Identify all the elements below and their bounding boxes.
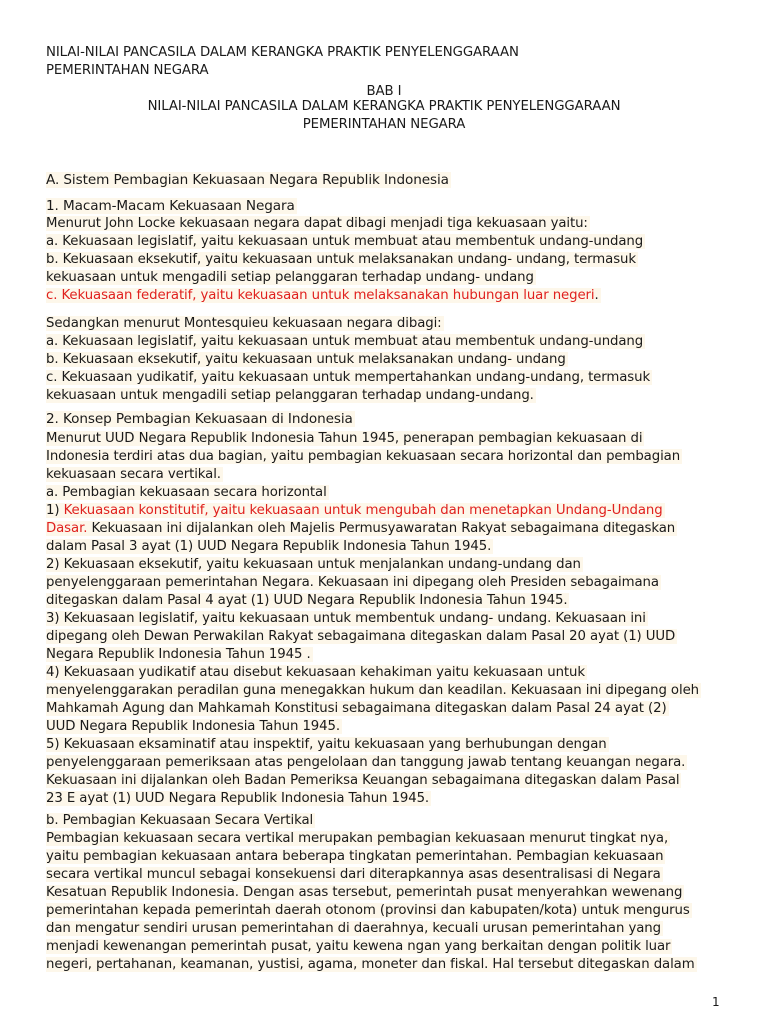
text-line xyxy=(46,736,609,754)
text-line xyxy=(46,866,663,884)
chapter-title-line xyxy=(0,98,768,116)
text-line xyxy=(46,772,681,790)
line-text: ditegaskan dalam Pasal 4 ayat (1) UUD Negara Republik Indonesia Tahun 1945. xyxy=(46,593,568,608)
line-text: yaitu pembagian kekuasaan antara beberapa tingkatan pemerintahan. Pembagian kekuasaan xyxy=(46,849,664,864)
line-text: PEMERINTAHAN NEGARA xyxy=(302,117,466,132)
text-line xyxy=(46,700,669,718)
line-tail: . xyxy=(594,288,599,303)
line-text: b. Kekuasaan eksekutif, yaitu kekuasaan untuk melaksanakan undang- undang, termasuk xyxy=(46,252,636,267)
line-text: 23 E ayat (1) UUD Negara Republik Indonesia Tahun 1945. xyxy=(46,791,430,806)
text-line xyxy=(46,333,645,351)
text-line xyxy=(46,920,663,938)
line-text: pemerintahan kepada pemerintah daerah otonom (provinsi dan kabupaten/kota) untuk mengurus xyxy=(46,903,690,918)
line-text: penyelenggaraan pemerintahan Negara. Kekuasaan ini dipegang oleh Presiden sebagaimana xyxy=(46,575,659,590)
text-line xyxy=(46,502,665,520)
section-heading xyxy=(46,410,355,428)
line-text: Indonesia terdiri atas dua bagian, yaitu pembagian kekuasaan secara horizontal dan pembagian xyxy=(46,449,681,464)
line-text: Kesatuan Republik Indonesia. Dengan asas tersebut, pemerintah pusat menyerahkan wewenang xyxy=(46,885,683,900)
highlighted-text: c. Kekuasaan federatif, yaitu kekuasaan untuk melaksanakan hubungan luar negeri xyxy=(46,288,595,303)
line-text: kekuasaan untuk mengadili setiap pelanggaran terhadap undang- undang xyxy=(46,270,534,285)
line-text: Pembagian kekuasaan secara vertikal merupakan pembagian kekuasaan menurut tingkat nya, xyxy=(46,831,669,846)
text-line xyxy=(46,233,645,251)
line-tail: Kekuasaan ini dijalankan oleh Majelis Permusyawaratan Rakyat sebagaimana ditegaskan xyxy=(87,521,676,536)
text-line xyxy=(46,790,431,808)
line-text: kekuasaan secara vertikal. xyxy=(46,467,221,482)
line-text: negeri, pertahanan, keamanan, yustisi, agama, moneter dan fiskal. Hal tersebut ditegaskan dalam xyxy=(46,957,695,972)
text-line xyxy=(46,664,587,682)
text-line xyxy=(46,574,661,592)
line-text: 4) Kekuasaan yudikatif atau disebut kekuasaan kehakiman yaitu kekuasaan untuk xyxy=(46,665,585,680)
line-text: a. Kekuasaan legislatif, yaitu kekuasaan untuk membuat atau membentuk undang-undang xyxy=(46,334,644,349)
line-text: Kekuasaan ini dijalankan oleh Badan Pemeriksa Keuangan sebagaimana ditegaskan dalam Pasal xyxy=(46,773,680,788)
text-line xyxy=(46,682,701,700)
line-text: 1. Macam-Macam Kekuasaan Negara xyxy=(46,198,295,214)
line-text: Menurut John Locke kekuasaan negara dapat dibagi menjadi tiga kekuasaan yaitu: xyxy=(46,216,588,231)
line-text: Mahkamah Agung dan Mahkamah Konstitusi sebagaimana ditegaskan dalam Pasal 24 ayat (2) xyxy=(46,701,667,716)
text-line xyxy=(46,956,697,974)
line-text: menyelenggarakan peradilan guna menegakkan hukum dan keadilan. Kekuasaan ini dipegang oleh xyxy=(46,683,699,698)
text-line xyxy=(46,592,569,610)
line-text: Negara Republik Indonesia Tahun 1945 . xyxy=(46,647,311,662)
line-text: BAB I xyxy=(366,84,402,99)
text-line xyxy=(46,287,601,305)
line-text: b. Kekuasaan eksekutif, yaitu kekuasaan untuk melaksanakan undang- undang xyxy=(46,352,566,367)
line-text: penyelenggaraan pemeriksaan atas pengelolaan dan tanggung jawab tentang keuangan negara. xyxy=(46,755,686,770)
line-text: UUD Negara Republik Indonesia Tahun 1945. xyxy=(46,719,341,734)
text-line xyxy=(46,387,536,405)
text-line xyxy=(46,315,444,333)
text-line xyxy=(46,351,568,369)
text-line xyxy=(46,902,692,920)
line-text: A. Sistem Pembagian Kekuasaan Negara Republik Indonesia xyxy=(46,172,449,188)
text-line xyxy=(46,520,677,538)
text-line xyxy=(46,610,648,628)
text-line xyxy=(46,812,315,830)
text-line xyxy=(46,269,536,287)
text-line xyxy=(46,884,684,902)
line-text: 1) xyxy=(46,503,64,518)
text-line xyxy=(46,848,665,866)
line-text: NILAI-NILAI PANCASILA DALAM KERANGKA PRAKTIK PENYELENGGARAAN xyxy=(46,45,519,60)
text-line xyxy=(46,215,590,233)
line-text: dalam Pasal 3 ayat (1) UUD Negara Republik Indonesia Tahun 1945. xyxy=(46,539,492,554)
line-text: 2) Kekuasaan eksekutif, yaitu kekuasaan untuk menjalankan undang-undang dan xyxy=(46,557,581,572)
text-line xyxy=(46,484,329,502)
line-text: NILAI-NILAI PANCASILA DALAM KERANGKA PRAKTIK PENYELENGGARAAN xyxy=(147,99,621,114)
document-title-line xyxy=(46,44,519,62)
line-text: 3) Kekuasaan legislatif, yaitu kekuasaan untuk membentuk undang- undang. Kekuasaan ini xyxy=(46,611,646,626)
line-text: 5) Kekuasaan eksaminatif atau inspektif, yaitu kekuasaan yang berhubungan dengan xyxy=(46,737,607,752)
section-heading xyxy=(46,171,451,189)
text-line xyxy=(46,646,313,664)
text-line xyxy=(46,718,342,736)
line-text: menjadi kewenangan pemerintah pusat, yaitu kewena ngan yang berkaitan dengan politik luar xyxy=(46,939,671,954)
line-text: dipegang oleh Dewan Perwakilan Rakyat sebagaimana ditegaskan dalam Pasal 20 ayat (1) UUD xyxy=(46,629,676,644)
line-text: Menurut UUD Negara Republik Indonesia Tahun 1945, penerapan pembagian kekuasaan di xyxy=(46,431,643,446)
line-text: PEMERINTAHAN NEGARA xyxy=(46,63,209,78)
line-text: c. Kekuasaan yudikatif, yaitu kekuasaan untuk mempertahankan undang-undang, termasuk xyxy=(46,370,651,385)
text-line xyxy=(46,448,682,466)
text-line xyxy=(46,538,493,556)
highlighted-text: Dasar. xyxy=(46,521,88,536)
page-number: 1 xyxy=(712,995,720,1009)
text-line xyxy=(46,466,223,484)
line-text: Sedangkan menurut Montesquieu kekuasaan negara dibagi: xyxy=(46,316,442,331)
section-heading xyxy=(46,197,297,215)
line-text: kekuasaan untuk mengadili setiap pelanggaran terhadap undang-undang. xyxy=(46,388,534,403)
line-text: secara vertikal muncul sebagai konsekuensi dari diterapkannya asas desentralisasi di Negara xyxy=(46,867,661,882)
line-text: dan mengatur sendiri urusan pemerintahan di daerahnya, kecuali urusan pemerintahan yang xyxy=(46,921,661,936)
highlighted-text: Kekuasaan konstitutif, yaitu kekuasaan untuk mengubah dan menetapkan Undang-Undang xyxy=(63,503,663,518)
text-line xyxy=(46,628,677,646)
text-line xyxy=(46,938,672,956)
text-line xyxy=(46,754,687,772)
text-line xyxy=(46,556,583,574)
text-line xyxy=(46,830,670,848)
document-title-line xyxy=(46,62,209,80)
text-line xyxy=(46,430,644,448)
line-text: a. Kekuasaan legislatif, yaitu kekuasaan untuk membuat atau membentuk undang-undang xyxy=(46,234,644,249)
text-line xyxy=(46,369,652,387)
line-text: b. Pembagian Kekuasaan Secara Vertikal xyxy=(46,813,314,828)
chapter-title-line xyxy=(0,116,768,134)
line-text: a. Pembagian kekuasaan secara horizontal xyxy=(46,485,327,500)
text-line xyxy=(46,251,638,269)
line-text: 2. Konsep Pembagian Kekuasaan di Indonesia xyxy=(46,411,353,427)
